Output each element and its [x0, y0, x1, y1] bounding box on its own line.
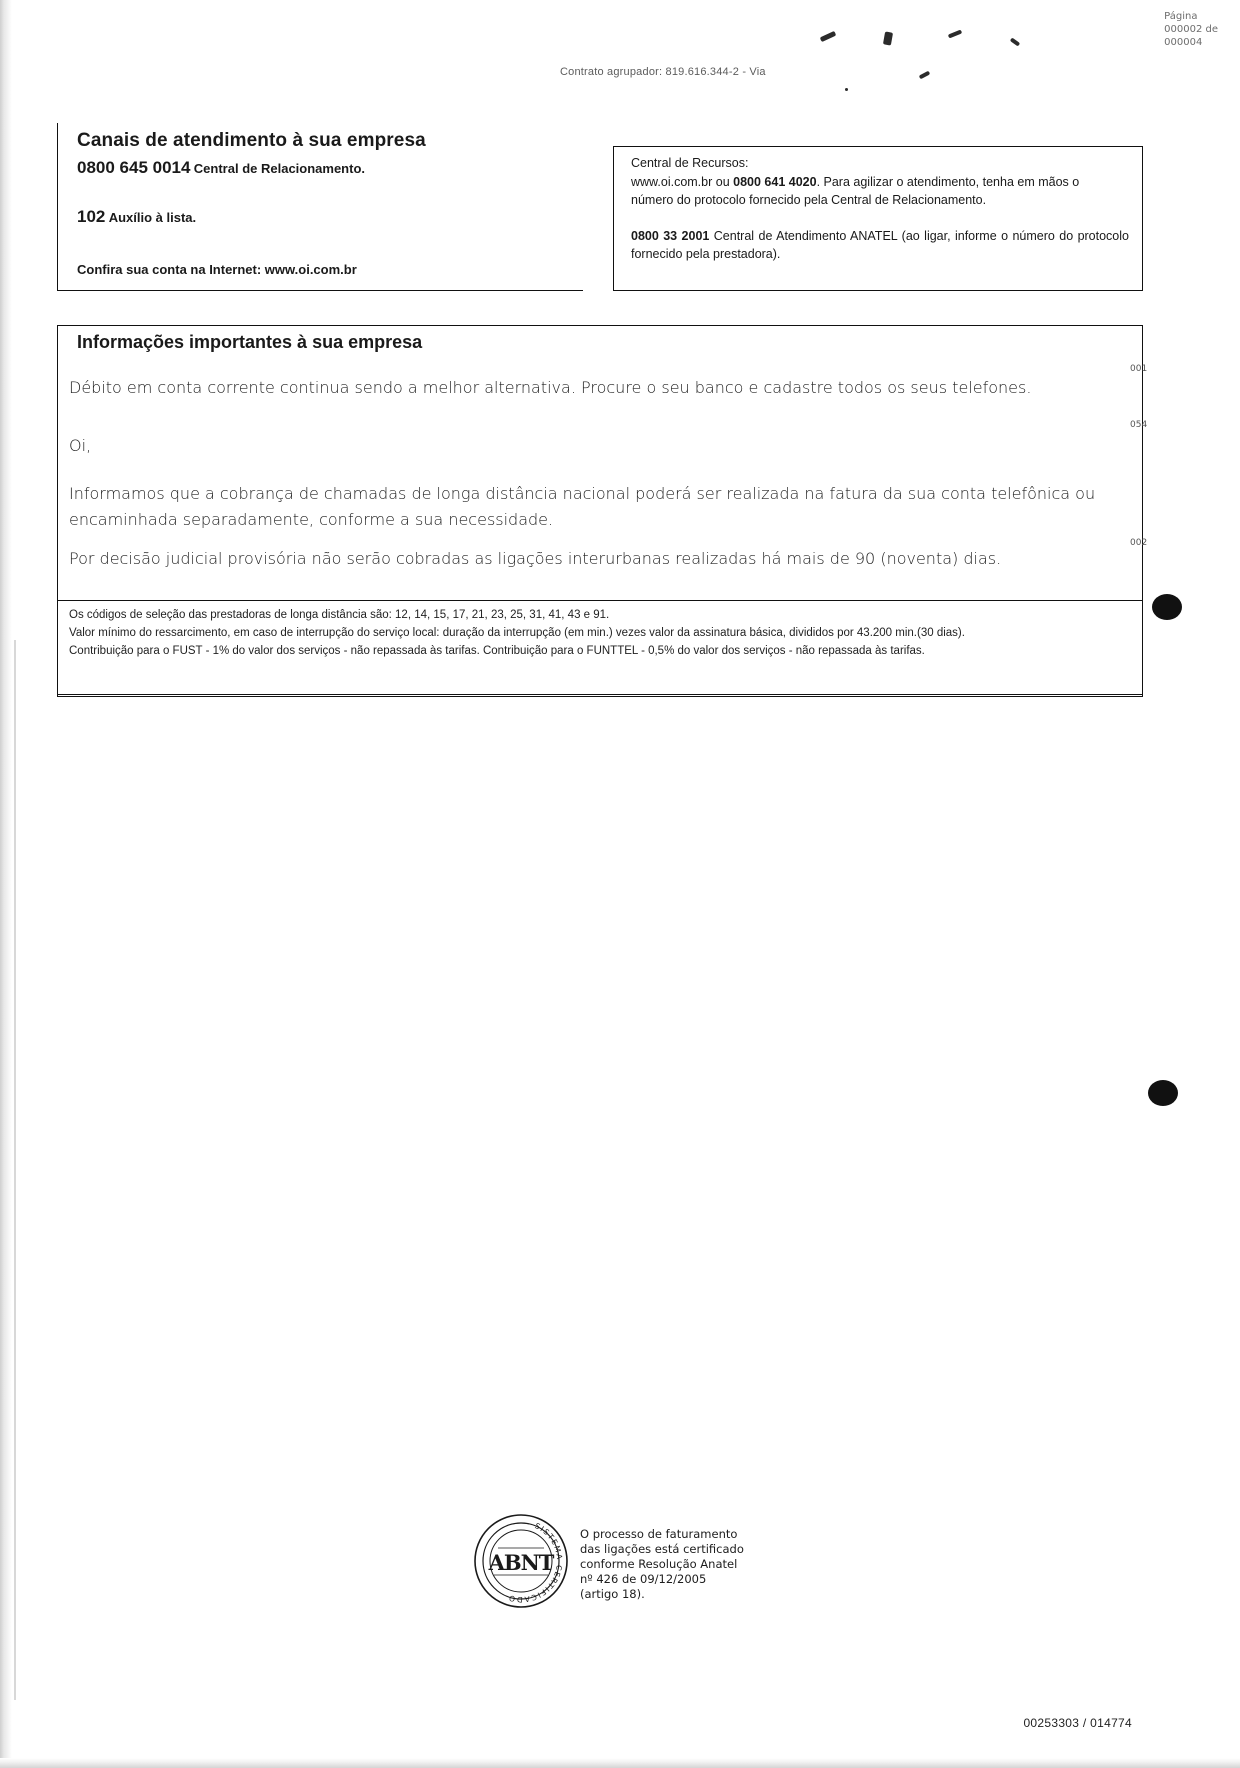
seal-caption-line-3: conforme Resolução Anatel	[580, 1557, 738, 1571]
information-paragraph-3: Por decisão judicial provisória não serão cobradas as ligações interurbanas realizadas há mais de 90 (noventa) dias.	[69, 549, 1002, 568]
information-greeting: Oi,	[69, 436, 92, 455]
seal-caption-line-2: das ligações está certificado	[580, 1542, 744, 1556]
information-paragraph-2: Informamos que a cobrança de chamadas de longa distância nacional poderá ser realizada na fatura da sua conta telefônica ou encaminhada separadamente, conforme a sua necessidade.	[69, 484, 1096, 529]
resources-paragraph-1	[631, 173, 1123, 209]
legal-notes	[69, 607, 1134, 661]
information-title: Informações importantes à sua empresa	[77, 332, 423, 352]
channels-directory-label: Auxílio à lista.	[108, 210, 197, 225]
information-code-1: 001	[1130, 364, 1148, 374]
page-number-line2: 000004	[1164, 37, 1203, 48]
channels-relationship-line	[77, 158, 365, 178]
seal-caption-line-1: O processo de faturamento	[580, 1527, 738, 1541]
scan-artifact-mark	[883, 31, 893, 45]
seal-caption	[580, 1527, 744, 1602]
resources-phone-1: 0800 641 4020	[733, 175, 817, 189]
scan-edge-left	[0, 0, 12, 1768]
abnt-seal-icon	[472, 1512, 570, 1610]
information-code-2: 054	[1130, 420, 1148, 430]
scan-artifact-mark	[820, 31, 837, 42]
scan-artifact-mark	[948, 30, 962, 39]
channels-title: Canais de atendimento à sua empresa	[77, 130, 426, 151]
scan-artifact-mark	[1010, 37, 1020, 46]
page-number-line1: 000002 de	[1164, 24, 1218, 35]
resources-website: www.oi.com.br ou	[631, 175, 730, 189]
legal-note-3: Contribuição para o FUST - 1% do valor dos serviços - não repassada às tarifas. Contribuição para o FUNTTEL - 0,5% do valor dos serviços - não repassada às tarifas.	[69, 645, 925, 657]
svg-text:SISTEMA CERTIFICADO: SISTEMA CERTIFICADO	[506, 1521, 565, 1605]
scan-artifact-mark	[919, 71, 931, 80]
resources-paragraph-2-rest: Central de Atendimento ANATEL (ao ligar, informe o número do protocolo fornecido pela prestadora).	[631, 229, 1129, 261]
seal-caption-line-4: nº 426 de 09/12/2005	[580, 1572, 707, 1586]
information-paragraph-1: Débito em conta corrente continua sendo a melhor alternativa. Procure o seu banco e cadastre todos os seus telefones.	[69, 378, 1032, 397]
information-code-3: 002	[1130, 538, 1148, 548]
svg-text:ABNT: ABNT	[488, 1550, 554, 1575]
page-number-label: Página	[1164, 11, 1198, 22]
seal-caption-line-5: (artigo 18).	[580, 1587, 645, 1601]
page-number	[1164, 10, 1218, 49]
resources-paragraph-2	[631, 227, 1129, 263]
scan-edge-bottom	[0, 1758, 1240, 1768]
legal-note-1: Os códigos de seleção das prestadoras de longa distância são: 12, 14, 15, 17, 21, 23, 25, 31, 41, 43 e 91.	[69, 609, 610, 621]
scan-edge-left-secondary	[14, 640, 16, 1700]
legal-note-2: Valor mínimo do ressarcimento, em caso de interrupção do serviço local: duração da interrupção (em min.) vezes valor da assinatura básica, divididos por 43.200 min.(30 dias).	[69, 627, 965, 639]
channels-directory-line	[77, 207, 196, 227]
resources-phone-2: 0800 33 2001	[631, 229, 710, 243]
scan-artifact-blob	[1152, 594, 1182, 620]
resources-title: Central de Recursos:	[631, 156, 749, 170]
channels-internet-line: Confira sua conta na Internet: www.oi.com.br	[77, 262, 357, 277]
channels-relationship-label: Central de Relacionamento.	[193, 161, 366, 176]
channels-relationship-number: 0800 645 0014	[77, 158, 191, 177]
resources-paragraph-1-rest: . Para agilizar o atendimento, tenha em mãos o número do protocolo fornecido pela Central de Relacionamento.	[631, 175, 1080, 207]
scan-artifact-blob	[1148, 1080, 1178, 1106]
contract-aggregator-line: Contrato agrupador: 819.616.344-2 - Via	[560, 66, 766, 78]
channels-directory-number: 102	[77, 207, 106, 226]
document-code: 00253303 / 014774	[1023, 1716, 1132, 1730]
scan-artifact-mark	[845, 88, 848, 91]
